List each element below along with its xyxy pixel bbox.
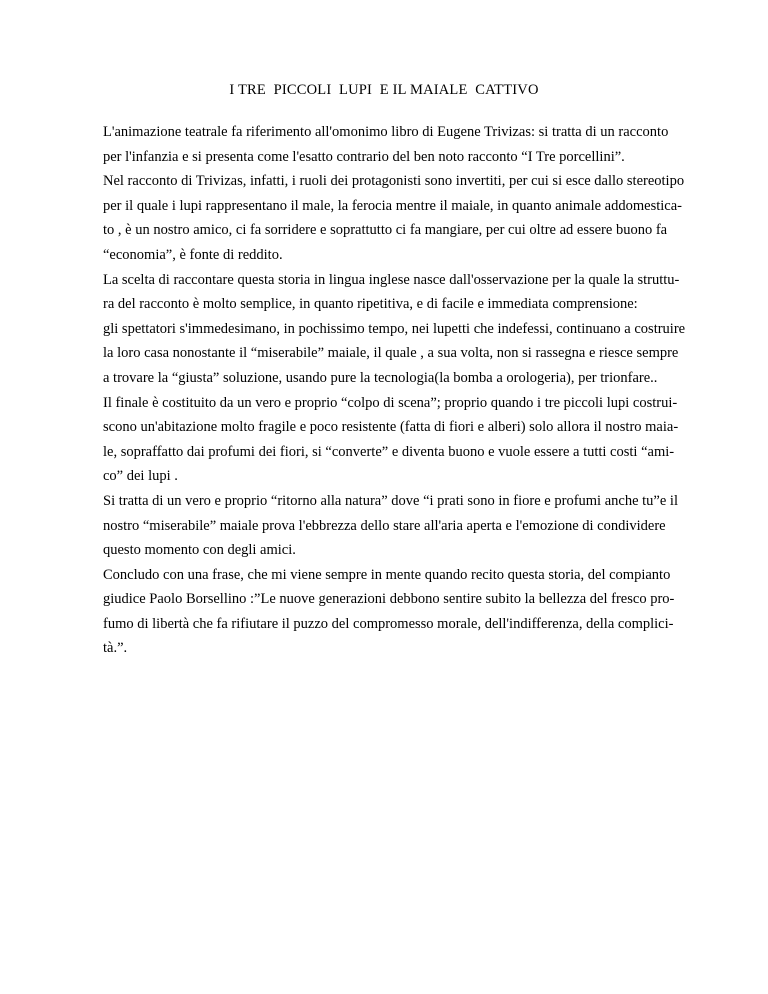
document-body [103, 120, 703, 661]
body-line: per l'infanzia e si presenta come l'esatto contrario del ben noto racconto “I Tre porcellini”. [103, 148, 625, 165]
body-line: per il quale i lupi rappresentano il male, la ferocia mentre il maiale, in quanto animale addomestica- [103, 197, 682, 214]
body-line: le, sopraffatto dai profumi dei fiori, si “converte” e diventa buono e vuole essere a tutti costi “ami- [103, 443, 675, 460]
body-line: tà.”. [103, 640, 128, 657]
body-line: a trovare la “giusta” soluzione, usando pure la tecnologia(la bomba a orologeria), per trionfare.. [103, 369, 658, 386]
document-title: I TRE PICCOLI LUPI E IL MAIALE CATTIVO [229, 82, 539, 98]
body-line: scono un'abitazione molto fragile e poco resistente (fatta di fiori e alberi) solo allora il nostro maia- [103, 419, 679, 436]
body-line: co” dei lupi . [103, 468, 178, 485]
body-line: questo momento con degli amici. [103, 542, 296, 559]
body-line: Si tratta di un vero e proprio “ritorno alla natura” dove “i prati sono in fiore e profumi anche tu”e il [103, 492, 678, 509]
body-line: to , è un nostro amico, ci fa sorridere e soprattutto ci fa mangiare, per cui oltre ad essere buono fa [103, 222, 668, 239]
body-line: ra del racconto è molto semplice, in quanto ripetitiva, e di facile e immediata comprensione: [103, 296, 638, 313]
body-line: giudice Paolo Borsellino :”Le nuove generazioni debbono sentire subito la bellezza del fresco pro- [103, 591, 675, 608]
body-line: Nel racconto di Trivizas, infatti, i ruoli dei protagonisti sono invertiti, per cui si esce dallo stereotipo [103, 173, 685, 190]
body-line: “economia”, è fonte di reddito. [103, 246, 283, 263]
body-line: fumo di libertà che fa rifiutare il puzzo del compromesso morale, dell'indifferenza, della complici- [103, 615, 674, 632]
body-line: L'animazione teatrale fa riferimento all'omonimo libro di Eugene Trivizas: si tratta di un racconto [103, 124, 669, 140]
body-line: La scelta di raccontare questa storia in lingua inglese nasce dall'osservazione per la quale la struttu- [103, 271, 680, 288]
body-line: la loro casa nonostante il “miserabile” maiale, il quale , a sua volta, non si rassegna e riesce sempre [103, 345, 679, 362]
body-line: Il finale è costituito da un vero e proprio “colpo di scena”; proprio quando i tre piccoli lupi costrui- [103, 394, 678, 411]
body-line: Concludo con una frase, che mi viene sempre in mente quando recito questa storia, del compianto [103, 566, 671, 583]
body-line: gli spettatori s'immedesimano, in pochissimo tempo, nei lupetti che indefessi, continuano a costruire [103, 320, 686, 337]
body-line: nostro “miserabile” maiale prova l'ebbrezza dello stare all'aria aperta e l'emozione di condividere [103, 517, 666, 534]
